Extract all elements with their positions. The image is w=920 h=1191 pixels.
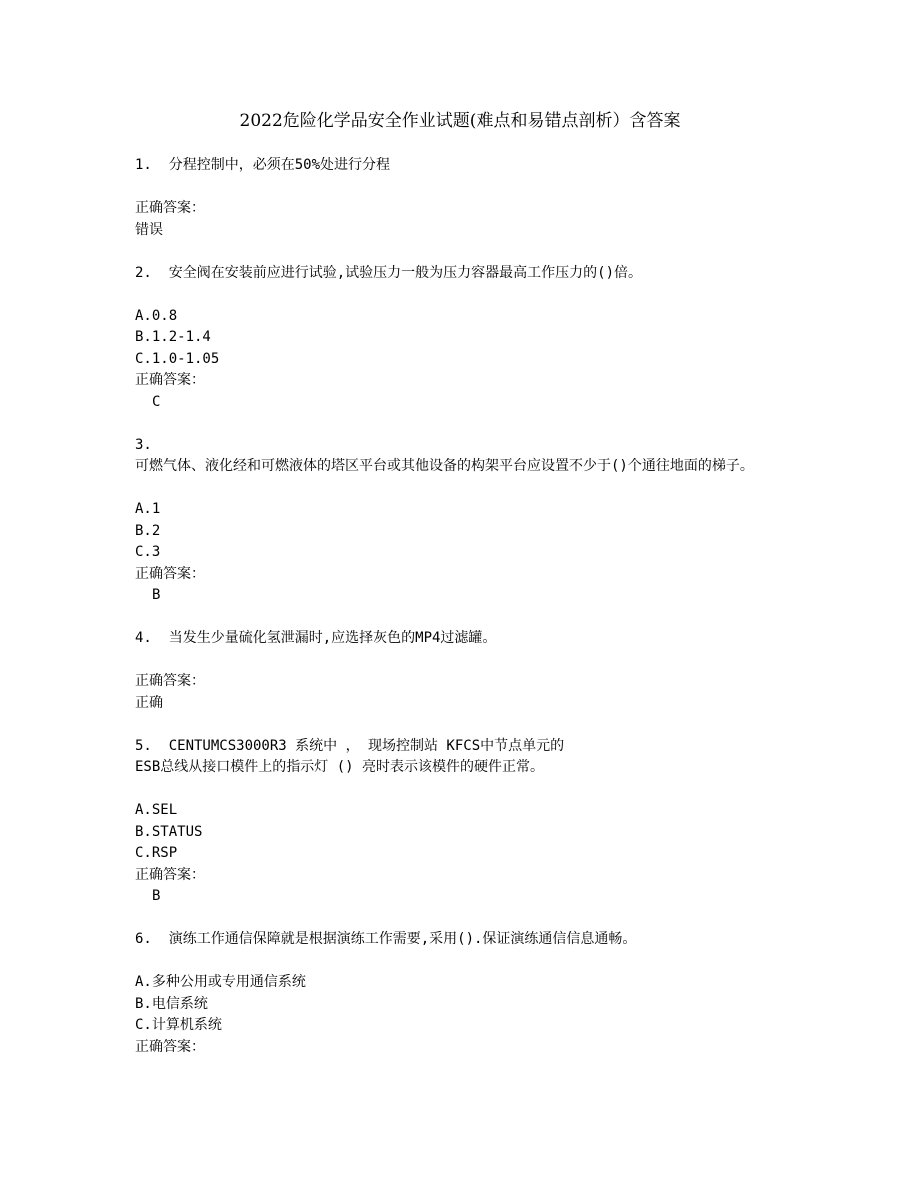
question-list xyxy=(135,155,785,1058)
answer-label: 正确答案： xyxy=(135,565,205,582)
question-5-text xyxy=(135,736,785,758)
option-c: C.RSP xyxy=(135,845,178,861)
option-a: A.1 xyxy=(135,501,161,517)
question-6-text xyxy=(135,929,785,951)
option-a: A.0.8 xyxy=(135,307,178,324)
answer-label: 正确答案： xyxy=(135,866,205,883)
option-b: B.1.2-1.4 xyxy=(135,329,211,345)
answer-value: 正确 xyxy=(135,694,163,711)
question-body: 当发生少量硫化氢泄漏时,应选择灰色的MP4过滤罐。 xyxy=(168,630,497,646)
question-item xyxy=(135,628,785,714)
answer-value: C xyxy=(152,393,161,410)
question-item xyxy=(135,263,785,414)
answer-label: 正确答案： xyxy=(135,372,205,388)
option-b: B.STATUS xyxy=(135,823,203,840)
option-c: C.3 xyxy=(135,544,161,560)
question-body: 安全阀在安装前应进行试验,试验压力一般为压力容器最高工作压力的()倍。 xyxy=(168,264,643,281)
question-2-text xyxy=(135,263,785,285)
question-number: 4. xyxy=(135,630,152,646)
question-number: 1. xyxy=(135,157,152,173)
document-title: 2022危险化学品安全作业试题(难点和易错点剖析）含答案 xyxy=(239,111,681,131)
question-number: 5. xyxy=(135,737,152,754)
option-c: C.1.0-1.05 xyxy=(135,350,220,367)
answer-value: 错误 xyxy=(135,221,163,238)
question-body-line2: ESB总线从接口模件上的指示灯 () 亮时表示该模件的硬件正常。 xyxy=(135,759,544,775)
question-item xyxy=(135,736,785,908)
answer-label: 正确答案： xyxy=(135,673,205,689)
answer-label: 正确答案： xyxy=(135,200,205,216)
question-1-text xyxy=(135,155,785,177)
answer-label: 正确答案： xyxy=(135,1038,205,1055)
question-body: 分程控制中，必须在50%处进行分程 xyxy=(168,157,391,173)
option-a: A.SEL xyxy=(135,802,178,818)
question-item xyxy=(135,155,785,241)
option-b: B.电信系统 xyxy=(135,995,208,1012)
question-body-line1: CENTUMCS3000R3 系统中 ， 现场控制站 KFCS中节点单元的 xyxy=(168,737,565,754)
question-number: 6. xyxy=(135,931,152,947)
answer-value: B xyxy=(152,587,161,603)
question-number: 2. xyxy=(135,264,152,281)
option-b: B.2 xyxy=(135,522,161,539)
question-body: 演练工作通信保障就是根据演练工作需要,采用().保证演练通信信息通畅。 xyxy=(168,931,637,947)
question-number: 3. xyxy=(135,436,152,453)
question-body: 可燃气体、液化经和可燃液体的塔区平台或其他设备的构架平台应设置不少于()个通往地面的梯子。 xyxy=(135,458,754,474)
option-a: A.多种公用或专用通信系统 xyxy=(135,974,306,990)
option-c: C.计算机系统 xyxy=(135,1017,222,1033)
question-item xyxy=(135,929,785,1058)
question-4-text xyxy=(135,628,785,650)
question-item xyxy=(135,435,785,607)
answer-value: B xyxy=(152,888,161,904)
